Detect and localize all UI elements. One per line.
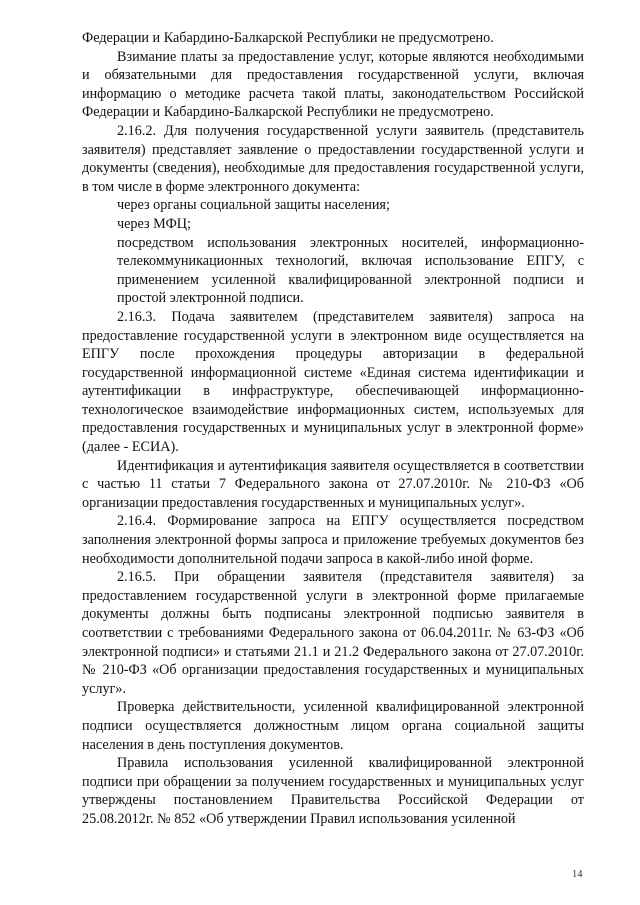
list-item: посредством использования электронных носителей, информационно-телекоммуникационных технологий, включая использование ЕПГУ, с применением усиленной квалифицированной электронной подписи и простой электронной подписи. (117, 234, 584, 307)
paragraph: Федерации и Кабардино-Балкарской Республики не предусмотрено. (82, 30, 494, 46)
paragraph: 2.16.2. Для получения государственной услуги заявитель (представитель заявителя) представляет заявление о предоставлении государственной услуги и документы (сведения), необходимые для предоставления государственной услуги, в том числе в форме электронного документа: (82, 122, 584, 195)
paragraph: Проверка действительности, усиленной квалифицированной электронной подписи осуществляется должностным лицом органа социальной защиты населения в день поступления документов. (82, 699, 584, 753)
page-number: 14 (572, 869, 583, 880)
paragraph: 2.16.5. При обращении заявителя (представителя заявителя) за предоставлением государственной услуги в электронной форме прилагаемые документы должны быть подписаны электронной подписью заявителя в соответствии с требованиями Федерального закона от 06.04.2011г. № 63-ФЗ «Об электронной подписи» и статьями 21.1 и 21.2 Федерального закона от 27.07.2010г. № 210-ФЗ «Об организации предоставления государственных и муниципальных услуг». (82, 569, 584, 697)
list-item: через органы социальной защиты населения; (117, 197, 390, 214)
paragraph: Взимание платы за предоставление услуг, которые являются необходимыми и обязательными для предоставления государственной услуги, включая информацию о методике расчета такой платы, законодательством Российской Федерации и Кабардино-Балкарской Республики не предусмотрено. (82, 48, 584, 121)
paragraph: Правила использования усиленной квалифицированной электронной подписи при обращении за получением государственных и муниципальных услуг утверждены постановлением Правительства Российской Федерации от 25.08.2012г. № 852 «Об утверждении Правил использования усиленной (82, 755, 584, 827)
paragraph: 2.16.4. Формирование запроса на ЕПГУ осуществляется посредством заполнения электронной формы запроса и приложение требуемых документов без необходимости дополнительной подачи запроса в какой-либо иной форме. (82, 513, 584, 567)
paragraph: 2.16.3. Подача заявителем (представителем заявителя) запроса на предоставление государственной услуги в электронном виде осуществляется на ЕПГУ после прохождения процедуры авторизации в федеральной государственной информационной системе «Единая система идентификации и аутентификации в инфраструктуре, обеспечивающей информационно-технологическое взаимодействие информационных систем, используемых для предоставления государственных и муниципальных услуг в электронной форме» (далее - ЕСИА). (82, 308, 584, 456)
list-item: через МФЦ; (117, 215, 191, 232)
document-body (82, 29, 584, 829)
paragraph: Идентификация и аутентификация заявителя осуществляется в соответствии с частью 11 статьи 7 Федерального закона от 27.07.2010г. № 210-ФЗ «Об организации предоставления государственных и муниципальных услуг». (82, 457, 584, 511)
